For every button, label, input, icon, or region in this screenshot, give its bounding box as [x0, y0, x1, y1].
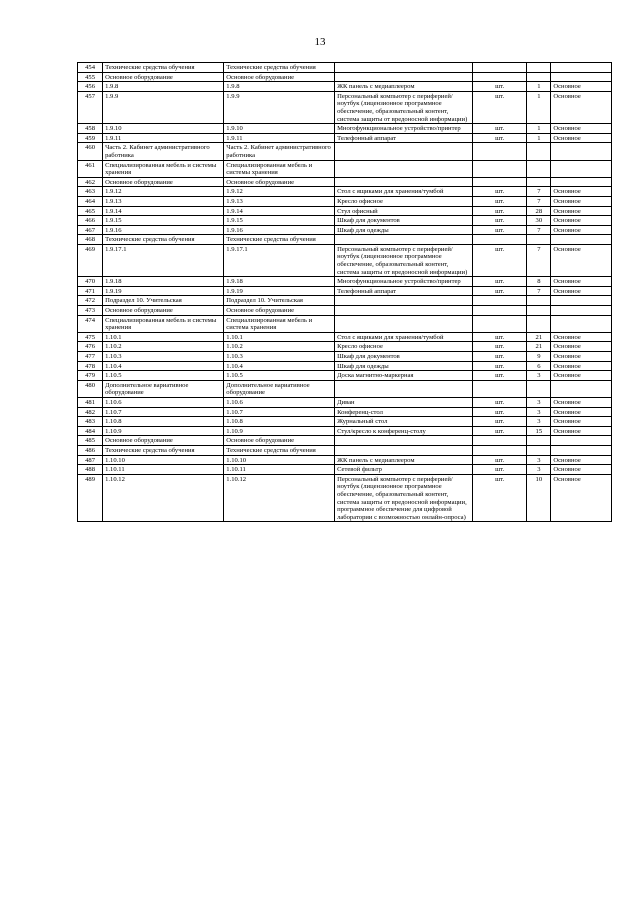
quantity-cell: 10	[527, 474, 551, 522]
code-alt-cell: 1.9.16	[224, 225, 335, 235]
item-name-cell: Стол с ящиками для хранения/тумбой	[335, 332, 473, 342]
unit-cell: шт.	[473, 397, 527, 407]
code-cell: Технические средства обучения	[103, 445, 224, 455]
quantity-cell	[527, 63, 551, 73]
code-cell: 1.10.11	[103, 465, 224, 475]
unit-cell: шт.	[473, 342, 527, 352]
table-row	[78, 63, 612, 73]
item-name-cell: Конференц-стол	[335, 407, 473, 417]
row-number-cell: 464	[78, 196, 103, 206]
code-cell: 1.9.15	[103, 216, 224, 226]
code-cell: Специализированная мебель и системы хранения	[103, 160, 224, 177]
quantity-cell: 3	[527, 397, 551, 407]
code-alt-cell: Основное оборудование	[224, 72, 335, 82]
row-number-cell: 489	[78, 474, 103, 522]
category-cell: Основное	[551, 465, 612, 475]
quantity-cell: 21	[527, 342, 551, 352]
row-number-cell: 473	[78, 306, 103, 316]
category-cell	[551, 72, 612, 82]
code-cell: Основное оборудование	[103, 306, 224, 316]
unit-cell: шт.	[473, 244, 527, 276]
quantity-cell: 30	[527, 216, 551, 226]
code-alt-cell: 1.10.10	[224, 455, 335, 465]
item-name-cell: Персональный компьютер с периферией/ноутбук (лицензионное программное обеспечение, образовательный контент, система защиты от вредоносной информации, программное обеспечение для цифровой лаборатории с возможностью онлайн-опроса)	[335, 474, 473, 522]
row-number-cell: 469	[78, 244, 103, 276]
category-cell	[551, 296, 612, 306]
table-row	[78, 417, 612, 427]
category-cell: Основное	[551, 417, 612, 427]
code-cell: 1.10.12	[103, 474, 224, 522]
code-alt-cell: 1.10.6	[224, 397, 335, 407]
code-alt-cell: 1.10.2	[224, 342, 335, 352]
table-row	[78, 436, 612, 446]
unit-cell: шт.	[473, 91, 527, 123]
code-cell: 1.10.6	[103, 397, 224, 407]
unit-cell: шт.	[473, 216, 527, 226]
item-name-cell: Шкаф для документов	[335, 352, 473, 362]
quantity-cell	[527, 315, 551, 332]
quantity-cell	[527, 143, 551, 160]
item-name-cell: Диван	[335, 397, 473, 407]
code-cell: 1.10.4	[103, 361, 224, 371]
quantity-cell: 3	[527, 455, 551, 465]
row-number-cell: 476	[78, 342, 103, 352]
unit-cell	[473, 445, 527, 455]
code-alt-cell: 1.9.10	[224, 124, 335, 134]
table-row	[78, 72, 612, 82]
row-number-cell: 486	[78, 445, 103, 455]
quantity-cell	[527, 72, 551, 82]
row-number-cell: 465	[78, 206, 103, 216]
row-number-cell: 454	[78, 63, 103, 73]
item-name-cell	[335, 160, 473, 177]
code-alt-cell: Основное оборудование	[224, 177, 335, 187]
table-row	[78, 277, 612, 287]
quantity-cell: 15	[527, 426, 551, 436]
code-cell: 1.10.1	[103, 332, 224, 342]
table-row	[78, 332, 612, 342]
unit-cell	[473, 436, 527, 446]
item-name-cell: Телефонный аппарат	[335, 133, 473, 143]
unit-cell: шт.	[473, 352, 527, 362]
quantity-cell	[527, 380, 551, 397]
table-row	[78, 91, 612, 123]
category-cell	[551, 177, 612, 187]
table-row	[78, 206, 612, 216]
code-alt-cell: Технические средства обучения	[224, 235, 335, 245]
item-name-cell: Шкаф для одежды	[335, 361, 473, 371]
category-cell	[551, 380, 612, 397]
code-cell: Основное оборудование	[103, 177, 224, 187]
code-alt-cell: 1.10.5	[224, 371, 335, 381]
category-cell: Основное	[551, 397, 612, 407]
unit-cell	[473, 72, 527, 82]
code-cell: Подраздел 10. Учительская	[103, 296, 224, 306]
item-name-cell: Персональный компьютер с периферией/ноутбук (лицензионное программное обеспечение, образовательный контент, система защиты от вредоносной информации)	[335, 91, 473, 123]
row-number-cell: 468	[78, 235, 103, 245]
item-name-cell: Стул/кресло к конференц-столу	[335, 426, 473, 436]
category-cell: Основное	[551, 187, 612, 197]
row-number-cell: 474	[78, 315, 103, 332]
table-row	[78, 465, 612, 475]
category-cell: Основное	[551, 474, 612, 522]
table-row	[78, 455, 612, 465]
quantity-cell: 7	[527, 225, 551, 235]
table-row	[78, 286, 612, 296]
category-cell: Основное	[551, 82, 612, 92]
code-alt-cell: 1.10.8	[224, 417, 335, 427]
quantity-cell	[527, 235, 551, 245]
table-row	[78, 196, 612, 206]
code-alt-cell: 1.9.19	[224, 286, 335, 296]
row-number-cell: 471	[78, 286, 103, 296]
row-number-cell: 460	[78, 143, 103, 160]
code-alt-cell: Специализированная мебель и система хранения	[224, 315, 335, 332]
code-alt-cell: Специализированная мебель и системы хранения	[224, 160, 335, 177]
quantity-cell	[527, 296, 551, 306]
quantity-cell: 1	[527, 82, 551, 92]
category-cell	[551, 445, 612, 455]
unit-cell: шт.	[473, 332, 527, 342]
code-cell: 1.9.16	[103, 225, 224, 235]
row-number-cell: 472	[78, 296, 103, 306]
item-name-cell	[335, 143, 473, 160]
item-name-cell	[335, 306, 473, 316]
category-cell: Основное	[551, 196, 612, 206]
code-cell: Дополнительное вариативное оборудование	[103, 380, 224, 397]
row-number-cell: 455	[78, 72, 103, 82]
code-cell: 1.9.11	[103, 133, 224, 143]
row-number-cell: 478	[78, 361, 103, 371]
unit-cell: шт.	[473, 407, 527, 417]
code-alt-cell: 1.10.12	[224, 474, 335, 522]
row-number-cell: 481	[78, 397, 103, 407]
quantity-cell	[527, 160, 551, 177]
quantity-cell	[527, 177, 551, 187]
code-alt-cell: Подраздел 10. Учительская	[224, 296, 335, 306]
code-cell: 1.9.19	[103, 286, 224, 296]
table-row	[78, 225, 612, 235]
code-alt-cell: 1.9.12	[224, 187, 335, 197]
row-number-cell: 456	[78, 82, 103, 92]
quantity-cell	[527, 436, 551, 446]
unit-cell	[473, 380, 527, 397]
item-name-cell	[335, 445, 473, 455]
table-row	[78, 352, 612, 362]
item-name-cell: Стул офисный	[335, 206, 473, 216]
item-name-cell	[335, 63, 473, 73]
table-row	[78, 216, 612, 226]
category-cell: Основное	[551, 206, 612, 216]
category-cell	[551, 436, 612, 446]
category-cell	[551, 315, 612, 332]
row-number-cell: 483	[78, 417, 103, 427]
item-name-cell: Шкаф для документов	[335, 216, 473, 226]
table-row	[78, 143, 612, 160]
unit-cell: шт.	[473, 225, 527, 235]
code-alt-cell: 1.9.9	[224, 91, 335, 123]
table-row	[78, 82, 612, 92]
table-row	[78, 371, 612, 381]
unit-cell: шт.	[473, 286, 527, 296]
quantity-cell: 28	[527, 206, 551, 216]
category-cell: Основное	[551, 342, 612, 352]
unit-cell: шт.	[473, 196, 527, 206]
unit-cell: шт.	[473, 361, 527, 371]
quantity-cell: 3	[527, 417, 551, 427]
quantity-cell: 7	[527, 187, 551, 197]
code-cell: Технические средства обучения	[103, 235, 224, 245]
item-name-cell	[335, 315, 473, 332]
row-number-cell: 459	[78, 133, 103, 143]
table-row	[78, 407, 612, 417]
category-cell: Основное	[551, 352, 612, 362]
unit-cell: шт.	[473, 455, 527, 465]
code-alt-cell: Технические средства обучения	[224, 445, 335, 455]
unit-cell: шт.	[473, 124, 527, 134]
code-cell: 1.9.14	[103, 206, 224, 216]
unit-cell	[473, 177, 527, 187]
row-number-cell: 463	[78, 187, 103, 197]
quantity-cell: 1	[527, 133, 551, 143]
category-cell	[551, 143, 612, 160]
category-cell: Основное	[551, 216, 612, 226]
quantity-cell	[527, 445, 551, 455]
row-number-cell: 484	[78, 426, 103, 436]
code-alt-cell: Технические средства обучения	[224, 63, 335, 73]
code-cell: 1.9.17.1	[103, 244, 224, 276]
table-row	[78, 124, 612, 134]
quantity-cell: 7	[527, 286, 551, 296]
row-number-cell: 477	[78, 352, 103, 362]
quantity-cell: 7	[527, 196, 551, 206]
unit-cell: шт.	[473, 474, 527, 522]
code-cell: Основное оборудование	[103, 72, 224, 82]
item-name-cell: Стол с ящиками для хранения/тумбой	[335, 187, 473, 197]
category-cell: Основное	[551, 225, 612, 235]
unit-cell: шт.	[473, 417, 527, 427]
row-number-cell: 466	[78, 216, 103, 226]
table-row	[78, 306, 612, 316]
unit-cell: шт.	[473, 206, 527, 216]
code-cell: 1.10.9	[103, 426, 224, 436]
item-name-cell: Шкаф для одежды	[335, 225, 473, 235]
table-row	[78, 361, 612, 371]
code-cell: 1.9.10	[103, 124, 224, 134]
code-alt-cell: 1.9.8	[224, 82, 335, 92]
code-cell: Технические средства обучения	[103, 63, 224, 73]
code-alt-cell: Часть 2. Кабинет административного работника	[224, 143, 335, 160]
row-number-cell: 475	[78, 332, 103, 342]
item-name-cell	[335, 177, 473, 187]
category-cell: Основное	[551, 361, 612, 371]
row-number-cell: 461	[78, 160, 103, 177]
category-cell: Основное	[551, 91, 612, 123]
code-cell: 1.9.9	[103, 91, 224, 123]
quantity-cell: 3	[527, 465, 551, 475]
code-cell: 1.9.18	[103, 277, 224, 287]
item-name-cell: Телефонный аппарат	[335, 286, 473, 296]
table-row	[78, 133, 612, 143]
table-row	[78, 235, 612, 245]
code-alt-cell: 1.10.4	[224, 361, 335, 371]
unit-cell: шт.	[473, 187, 527, 197]
row-number-cell: 467	[78, 225, 103, 235]
item-name-cell: ЖК панель с медиаплеером	[335, 82, 473, 92]
code-alt-cell: 1.10.11	[224, 465, 335, 475]
unit-cell	[473, 315, 527, 332]
category-cell	[551, 235, 612, 245]
category-cell: Основное	[551, 286, 612, 296]
code-cell: 1.10.10	[103, 455, 224, 465]
code-cell: 1.9.8	[103, 82, 224, 92]
table-row	[78, 380, 612, 397]
code-cell: 1.10.2	[103, 342, 224, 352]
table-row	[78, 187, 612, 197]
quantity-cell: 7	[527, 244, 551, 276]
table-row	[78, 445, 612, 455]
code-cell: 1.10.3	[103, 352, 224, 362]
code-alt-cell: 1.10.3	[224, 352, 335, 362]
item-name-cell: Многофункциональное устройство/принтер	[335, 277, 473, 287]
unit-cell: шт.	[473, 465, 527, 475]
quantity-cell: 1	[527, 91, 551, 123]
code-alt-cell: 1.9.18	[224, 277, 335, 287]
unit-cell	[473, 160, 527, 177]
table-row	[78, 342, 612, 352]
table-row	[78, 315, 612, 332]
row-number-cell: 470	[78, 277, 103, 287]
code-cell: 1.10.5	[103, 371, 224, 381]
item-name-cell: Персональный компьютер с периферией/ноутбук (лицензионное программное обеспечение, образовательный контент, система защиты от вредоносной информации)	[335, 244, 473, 276]
code-alt-cell: Основное оборудование	[224, 306, 335, 316]
page-number: 13	[314, 36, 326, 48]
code-alt-cell: 1.10.1	[224, 332, 335, 342]
row-number-cell: 487	[78, 455, 103, 465]
unit-cell	[473, 63, 527, 73]
row-number-cell: 482	[78, 407, 103, 417]
item-name-cell: Кресло офисное	[335, 342, 473, 352]
code-alt-cell: 1.10.9	[224, 426, 335, 436]
table-row	[78, 474, 612, 522]
category-cell: Основное	[551, 133, 612, 143]
row-number-cell: 458	[78, 124, 103, 134]
unit-cell: шт.	[473, 82, 527, 92]
code-alt-cell: 1.9.17.1	[224, 244, 335, 276]
equipment-table	[77, 62, 612, 522]
table-row	[78, 244, 612, 276]
quantity-cell: 3	[527, 407, 551, 417]
quantity-cell: 1	[527, 124, 551, 134]
row-number-cell: 457	[78, 91, 103, 123]
code-alt-cell: Основное оборудование	[224, 436, 335, 446]
code-cell: 1.9.12	[103, 187, 224, 197]
category-cell	[551, 63, 612, 73]
quantity-cell: 9	[527, 352, 551, 362]
code-alt-cell: 1.9.14	[224, 206, 335, 216]
category-cell	[551, 160, 612, 177]
code-alt-cell: 1.9.11	[224, 133, 335, 143]
code-cell: Часть 2. Кабинет административного работника	[103, 143, 224, 160]
row-number-cell: 488	[78, 465, 103, 475]
table-row	[78, 296, 612, 306]
unit-cell: шт.	[473, 133, 527, 143]
category-cell: Основное	[551, 244, 612, 276]
row-number-cell: 479	[78, 371, 103, 381]
quantity-cell	[527, 306, 551, 316]
item-name-cell	[335, 72, 473, 82]
item-name-cell	[335, 380, 473, 397]
category-cell: Основное	[551, 332, 612, 342]
item-name-cell	[335, 296, 473, 306]
category-cell: Основное	[551, 426, 612, 436]
code-cell: 1.10.8	[103, 417, 224, 427]
item-name-cell: Журнальный стол	[335, 417, 473, 427]
row-number-cell: 485	[78, 436, 103, 446]
table-row	[78, 426, 612, 436]
quantity-cell: 3	[527, 371, 551, 381]
code-cell: Основное оборудование	[103, 436, 224, 446]
item-name-cell: Многофункциональное устройство/принтер	[335, 124, 473, 134]
category-cell: Основное	[551, 371, 612, 381]
quantity-cell: 8	[527, 277, 551, 287]
item-name-cell: ЖК панель с медиаплеером	[335, 455, 473, 465]
unit-cell	[473, 235, 527, 245]
code-cell: Специализированная мебель и системы хранения	[103, 315, 224, 332]
table-row	[78, 397, 612, 407]
quantity-cell: 6	[527, 361, 551, 371]
code-alt-cell: 1.10.7	[224, 407, 335, 417]
unit-cell: шт.	[473, 426, 527, 436]
code-alt-cell: 1.9.15	[224, 216, 335, 226]
code-cell: 1.9.13	[103, 196, 224, 206]
category-cell: Основное	[551, 407, 612, 417]
item-name-cell: Сетевой фильтр	[335, 465, 473, 475]
item-name-cell	[335, 235, 473, 245]
row-number-cell: 462	[78, 177, 103, 187]
item-name-cell	[335, 436, 473, 446]
row-number-cell: 480	[78, 380, 103, 397]
unit-cell	[473, 296, 527, 306]
code-cell: 1.10.7	[103, 407, 224, 417]
table-row	[78, 177, 612, 187]
unit-cell: шт.	[473, 371, 527, 381]
quantity-cell: 21	[527, 332, 551, 342]
category-cell: Основное	[551, 455, 612, 465]
code-alt-cell: 1.9.13	[224, 196, 335, 206]
unit-cell	[473, 143, 527, 160]
unit-cell	[473, 306, 527, 316]
category-cell	[551, 306, 612, 316]
table-row	[78, 160, 612, 177]
code-alt-cell: Дополнительное вариативное оборудование	[224, 380, 335, 397]
item-name-cell: Доска магнитно-маркерная	[335, 371, 473, 381]
category-cell: Основное	[551, 277, 612, 287]
unit-cell: шт.	[473, 277, 527, 287]
item-name-cell: Кресло офисное	[335, 196, 473, 206]
category-cell: Основное	[551, 124, 612, 134]
